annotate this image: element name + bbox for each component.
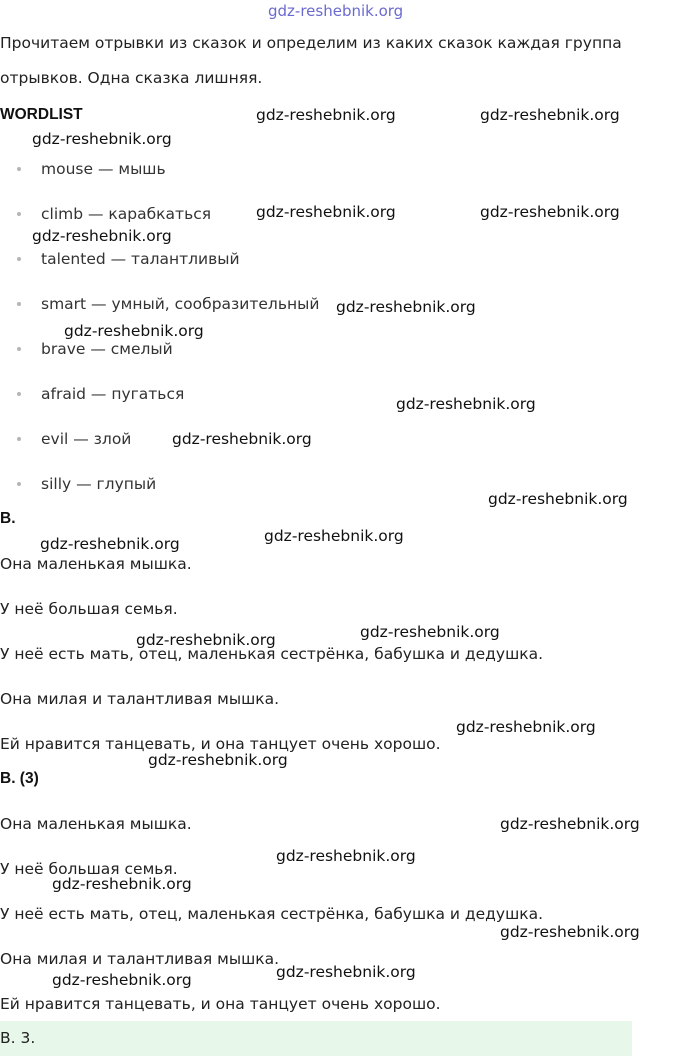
wordlist-item-text: climb — карабкаться [41, 205, 212, 223]
section-b-heading: B. [0, 510, 16, 527]
watermark: gdz-reshebnik.org [488, 490, 628, 508]
intro-line-1: Прочитаем отрывки из сказок и определим из каких сказок каждая группа [0, 34, 622, 52]
section-b3-line: Она маленькая мышка. [0, 815, 192, 833]
section-b3-line: Она милая и талантливая мышка. [0, 950, 280, 968]
bullet-icon [17, 392, 21, 396]
section-b3-heading: B. (3) [0, 770, 39, 787]
watermark: gdz-reshebnik.org [480, 106, 620, 124]
watermark: gdz-reshebnik.org [172, 430, 312, 448]
wordlist-heading: WORDLIST [0, 106, 83, 123]
watermark: gdz-reshebnik.org [500, 923, 640, 941]
bullet-icon [17, 302, 21, 306]
watermark: gdz-reshebnik.org [336, 298, 476, 316]
watermark: gdz-reshebnik.org [396, 395, 536, 413]
wordlist-item-text: afraid — пугаться [41, 385, 185, 403]
wordlist-item-text: evil — злой [41, 430, 132, 448]
wordlist-item-text: smart — умный, сообразительный [41, 295, 320, 313]
wordlist-item-text: talented — талантливый [41, 250, 240, 268]
watermark: gdz-reshebnik.org [276, 847, 416, 865]
watermark: gdz-reshebnik.org [52, 971, 192, 989]
watermark: gdz-reshebnik.org [276, 963, 416, 981]
watermark: gdz-reshebnik.org [264, 527, 404, 545]
wordlist-item [0, 158, 319, 203]
watermark: gdz-reshebnik.org [32, 130, 172, 148]
answer-text: B. 3. [0, 1029, 36, 1047]
wordlist-item-text: brave — смелый [41, 340, 173, 358]
wordlist-item-text: mouse — мышь [41, 160, 166, 178]
answer-box [0, 1021, 632, 1056]
watermark-top-link[interactable]: gdz-reshebnik.org [268, 2, 404, 20]
section-b-line: Она милая и талантливая мышка. [0, 690, 280, 708]
bullet-icon [17, 212, 21, 216]
bullet-icon [17, 437, 21, 441]
wordlist-item [0, 473, 319, 518]
bullet-icon [17, 482, 21, 486]
watermark: gdz-reshebnik.org [64, 322, 204, 340]
section-b-line: Ей нравится танцевать, и она танцует очень хорошо. [0, 735, 441, 753]
wordlist-item-text: silly — глупый [41, 475, 157, 493]
section-b-line: У неё большая семья. [0, 600, 178, 618]
bullet-icon [17, 347, 21, 351]
watermark: gdz-reshebnik.org [360, 623, 500, 641]
bullet-icon [17, 257, 21, 261]
watermark: gdz-reshebnik.org [52, 875, 192, 893]
watermark: gdz-reshebnik.org [32, 227, 172, 245]
watermark: gdz-reshebnik.org [136, 631, 276, 649]
wordlist-item [0, 383, 319, 428]
wordlist-item [0, 248, 319, 293]
section-b3-line: У неё большая семья. [0, 860, 178, 878]
wordlist-item [0, 338, 319, 383]
bullet-icon [17, 167, 21, 171]
section-b-line: У неё есть мать, отец, маленькая сестрёнка, бабушка и дедушка. [0, 645, 544, 663]
intro-line-2: отрывков. Одна сказка лишняя. [0, 69, 263, 87]
section-b3-line: Ей нравится танцевать, и она танцует очень хорошо. [0, 995, 441, 1013]
watermark: gdz-reshebnik.org [40, 535, 180, 553]
section-b3-line: У неё есть мать, отец, маленькая сестрёнка, бабушка и дедушка. [0, 905, 544, 923]
watermark: gdz-reshebnik.org [500, 815, 640, 833]
watermark: gdz-reshebnik.org [256, 106, 396, 124]
watermark: gdz-reshebnik.org [456, 718, 596, 736]
watermark: gdz-reshebnik.org [148, 751, 288, 769]
watermark: gdz-reshebnik.org [256, 203, 396, 221]
watermark: gdz-reshebnik.org [480, 203, 620, 221]
section-b-line: Она маленькая мышка. [0, 555, 192, 573]
